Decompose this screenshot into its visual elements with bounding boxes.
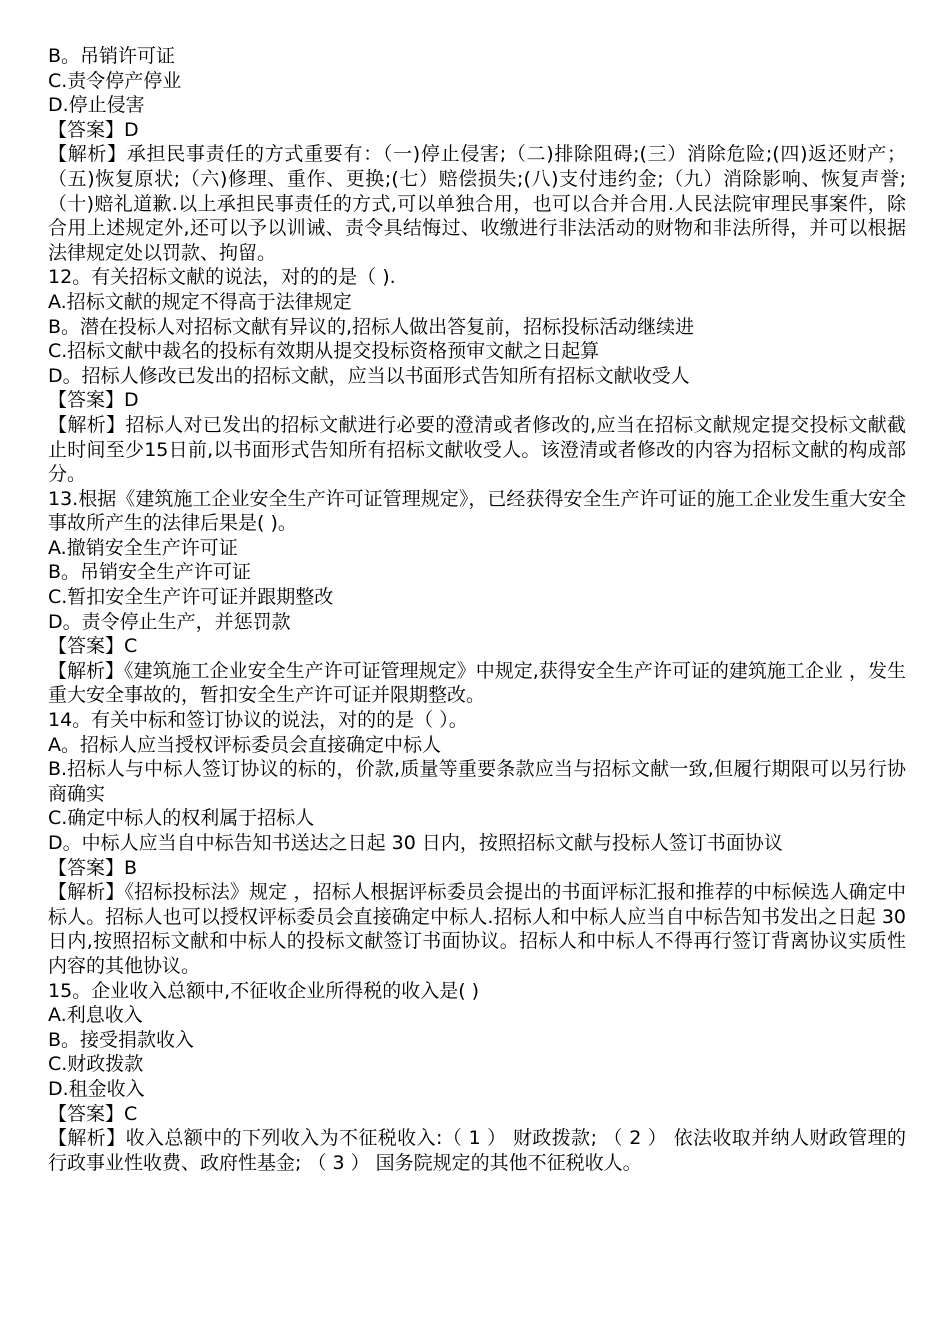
option-d: D.停止侵害 <box>48 94 145 117</box>
option-a: A.利息收入 <box>48 1004 143 1027</box>
option-b: B。吊销安全生产许可证 <box>48 561 252 584</box>
option-a: A.撤销安全生产许可证 <box>48 536 238 559</box>
option-d: D。中标人应当自中标告知书送达之日起 30 日内，按照招标文献与投标人签订书面协议 <box>48 832 783 854</box>
option-c: C.确定中标人的权利属于招标人 <box>48 807 315 830</box>
analysis: 【解析】收入总额中的下列收入为不征税收入:（ 1 ） 财政拨款; （ 2 ） 依法收取并纳人财政管理的行政事业性收费、政府性基金; （ 3 ） 国务院规定的其他不征税收人。 <box>48 1127 906 1174</box>
answer: 【答案】D <box>48 389 139 412</box>
question-text: 12。有关招标文献的说法，对的的是（ ). <box>48 266 396 289</box>
option-b: B。接受捐款收入 <box>48 1028 195 1051</box>
answer: 【答案】B <box>48 856 138 879</box>
answer: 【答案】C <box>48 1102 138 1125</box>
option-d: D。招标人修改已发出的招标文献，应当以书面形式告知所有招标文献收受人 <box>48 364 690 387</box>
answer: 【答案】C <box>48 635 138 658</box>
question-12 <box>48 265 906 486</box>
question-text: 13.根据《建筑施工企业安全生产许可证管理规定》，已经获得安全生产许可证的施工企业发生重大安全事故所产生的法律后果是( )。 <box>48 487 906 535</box>
option-c: C.财政拨款 <box>48 1053 144 1076</box>
question-11-tail <box>48 44 906 265</box>
analysis: 【解析】承担民事责任的方式重要有：（一)停止侵害;（二)排除阻碍;(三）消除危险;(四)返还财产；（五)恢复原状;（六)修理、重作、更换;(七）赔偿损失;(八)支付违约金;（九）消除影响、恢复声誉;（十)赔礼道歉.以上承担民事责任的方式,可以单独合用，也可以合并合用.人民法院审理民事案件，除合用上述规定外,还可以予以训诫、责令具结悔过、收缴进行非法活动的财物和非法所得，并可以根据法律规定处以罚款、拘留。 <box>48 143 906 264</box>
option-c: C.暂扣安全生产许可证并跟期整改 <box>48 586 334 609</box>
analysis: 【解析】招标人对已发出的招标文献进行必要的澄清或者修改的,应当在招标文献规定提交投标文献截止时间至少15日前,以书面形式告知所有招标文献收受人。该澄清或者修改的内容为招标文献的构成部分。 <box>48 413 906 486</box>
option-c: C.责令停产停业 <box>48 69 182 92</box>
option-c: C.招标文献中裁名的投标有效期从提交投标资格预审文献之日起算 <box>48 340 600 363</box>
option-b: B.招标人与中标人签订协议的标的，价款,质量等重要条款应当与招标文献一致,但履行期限可以另行协商确实 <box>48 758 906 805</box>
option-a: A。招标人应当授权评标委员会直接确定中标人 <box>48 733 441 756</box>
question-text: 14。有关中标和签订协议的说法，对的的是（ ）。 <box>48 709 468 732</box>
analysis: 【解析】《建筑施工企业安全生产许可证管理规定》中规定,获得安全生产许可证的建筑施工企业 ，发生重大安全事故的，暂扣安全生产许可证并限期整改。 <box>48 659 906 707</box>
question-15 <box>48 979 906 1176</box>
answer: 【答案】D <box>48 118 139 141</box>
question-14 <box>48 708 906 979</box>
question-13 <box>48 487 906 708</box>
option-d: D.租金收入 <box>48 1077 145 1100</box>
option-a: A.招标文献的规定不得高于法律规定 <box>48 290 352 313</box>
option-d: D。责令停止生产，并惩罚款 <box>48 610 291 633</box>
option-b: B。吊销许可证 <box>48 45 176 67</box>
option-b: B。潜在投标人对招标文献有异议的,招标人做出答复前，招标投标活动继续进 <box>48 315 695 338</box>
question-text: 15。企业收入总额中,不征收企业所得税的收入是( ) <box>48 979 480 1002</box>
analysis: 【解析】《招标投标法》规定 ，招标人根据评标委员会提出的书面评标汇报和推荐的中标候选人确定中标人。招标人也可以授权评标委员会直接确定中标人.招标人和中标人应当自中标告知书发出之日起 30 日内,按照招标文献和中标人的投标文献签订书面协议。招标人和中标人不得再行签订背离协议实质性内容的其他协议。 <box>48 881 906 977</box>
